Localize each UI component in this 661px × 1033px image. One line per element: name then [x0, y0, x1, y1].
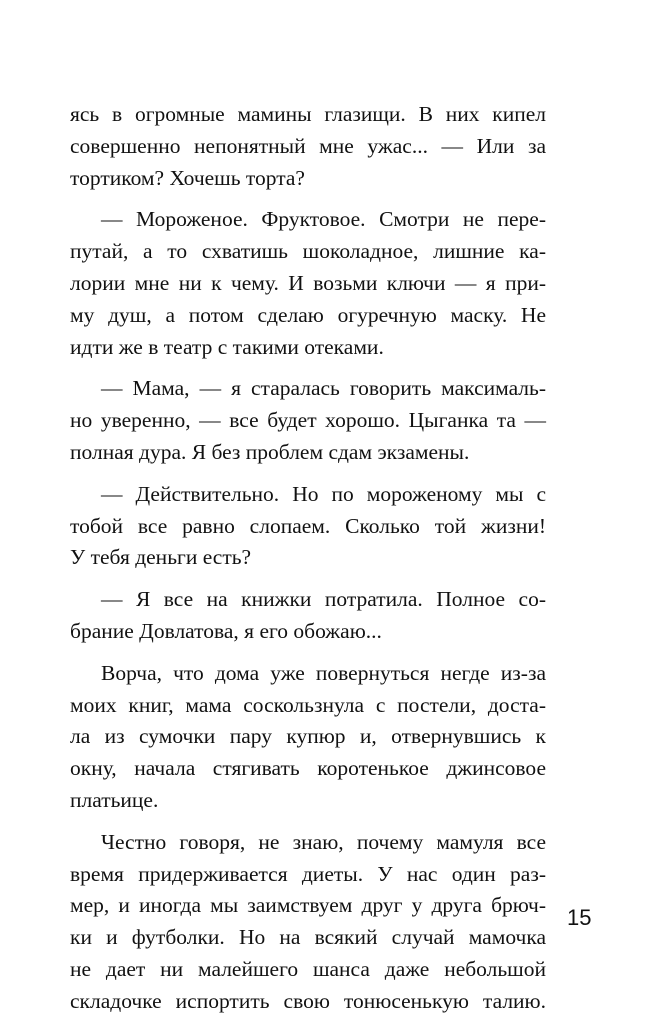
paragraph: [70, 827, 546, 1018]
text-line: У тебя деньги есть?: [70, 545, 252, 570]
text-line: брание Довлатова, я его обожаю...: [70, 618, 382, 643]
text-line: лории мне ни к чему. И возьми ключи — я при-: [70, 270, 546, 295]
paragraph: [70, 584, 546, 648]
paragraph: [70, 479, 546, 574]
text-line: складочке испортить свою тонюсенькую талию.: [70, 988, 546, 1013]
page-text: [70, 99, 546, 1018]
text-line: не дает ни малейшего шанса даже небольшой: [70, 956, 546, 981]
text-line: — Мама, — я старалась говорить максималь-: [101, 376, 546, 401]
text-line: му душ, а потом сделаю огуречную маску. Не: [70, 302, 546, 327]
paragraph: [70, 204, 546, 363]
text-line: ла из сумочки пару купюр и, отвернувшись к: [70, 724, 546, 749]
text-line: ки и футболки. Но на всякий случай мамочка: [70, 925, 546, 950]
text-line: тобой все равно слопаем. Сколько той жизни!: [70, 513, 546, 538]
text-line: — Действительно. Но по мороженому мы с: [101, 481, 546, 506]
text-line: окну, начала стягивать коротенькое джинсовое: [70, 756, 546, 781]
text-line: Честно говоря, не знаю, почему мамуля все: [101, 829, 546, 854]
page-number: 15: [567, 905, 592, 930]
text-line: мер, и иногда мы заимствуем друг у друга брюч-: [70, 893, 546, 918]
text-line: тортиком? Хочешь торта?: [70, 165, 305, 190]
text-line: моих книг, мама соскользнула с постели, доста-: [70, 692, 546, 717]
paragraph: [70, 658, 546, 817]
text-line: платьице.: [70, 787, 159, 812]
text-line: полная дура. Я без проблем сдам экзамены.: [70, 439, 470, 464]
text-line: но уверенно, — все будет хорошо. Цыганка та —: [70, 408, 546, 433]
text-line: совершенно непонятный мне ужас... — Или за: [70, 133, 546, 158]
text-line: Ворча, что дома уже повернуться негде из-за: [101, 660, 546, 685]
text-line: ясь в огромные мамины глазищи. В них кипел: [70, 102, 546, 126]
text-line: — Мороженое. Фруктовое. Смотри не пере-: [101, 207, 546, 232]
text-line: идти же в театр с такими отеками.: [70, 334, 384, 359]
paragraph: [70, 99, 546, 194]
text-line: путай, а то схватишь шоколадное, лишние ка-: [70, 239, 546, 264]
text-line: — Я все на книжки потратила. Полное со-: [101, 587, 546, 612]
text-line: время придерживается диеты. У нас один раз-: [70, 861, 546, 886]
paragraph: [70, 373, 546, 468]
